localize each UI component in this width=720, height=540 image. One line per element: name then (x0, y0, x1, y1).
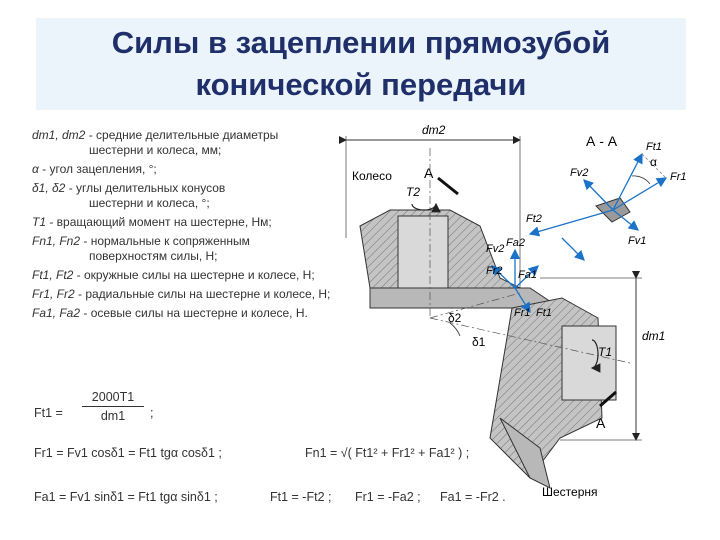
legend-item (32, 287, 332, 302)
label-Ft1: Ft1 (646, 141, 662, 153)
label-pinion: Шестерня (542, 485, 598, 499)
label-Fv2-mesh: Fv2 (486, 243, 505, 255)
label-Ft1-mesh: Ft1 (536, 307, 552, 319)
legend-text-cont: шестерни и колеса, °; (89, 196, 210, 210)
legend-symbol: δ1, δ2 (32, 181, 66, 195)
formula-ft1-lhs: Ft1 = (34, 406, 63, 420)
legend-text: - углы делительных конусов (65, 181, 226, 195)
formula-fr1: Fr1 = Fv1 cosδ1 = Ft1 tgα cosδ1 ; (34, 446, 222, 460)
legend-text: - осевые силы на шестерне и колесе, Н. (80, 306, 308, 320)
bevel-gear-diagram (330, 118, 710, 508)
label-Fr2: Fr2 (486, 265, 503, 277)
label-delta1: δ1 (472, 335, 486, 349)
formula-fa-equality: Fa1 = -Fr2 . (440, 490, 506, 504)
formula-fn1: Fn1 = √( Ft1² + Fr1² + Fa1² ) ; (305, 446, 470, 460)
legend-text: - средние делительные диаметры (85, 128, 279, 142)
legend-item (32, 128, 332, 158)
legend-text: - окружные силы на шестерне и колесе, Н; (73, 268, 315, 282)
label-Fv2: Fv2 (570, 167, 589, 179)
angle-alpha-arc (632, 176, 650, 184)
force-Fr2-section-arrow (562, 238, 584, 260)
legend-item (32, 215, 332, 230)
formula-fr-equality: Fr1 = -Fa2 ; (355, 490, 421, 504)
force-Ft2-arrow (530, 210, 613, 234)
label-T2: T2 (406, 185, 421, 199)
formula-ft1-numerator: 2000T1 (91, 390, 135, 404)
pinion-hub (562, 326, 616, 400)
label-T1: T1 (598, 345, 613, 359)
legend-item (32, 306, 332, 321)
wheel-hub (398, 216, 448, 288)
legend-symbol: dm1, dm2 (32, 128, 86, 142)
legend-symbol: Fa1, Fa2 (32, 306, 81, 320)
label-section-a-bottom: А (596, 415, 606, 431)
label-section-a-top: А (424, 165, 434, 181)
label-alpha: α (650, 155, 657, 169)
legend-item (32, 268, 332, 283)
legend-text: - нормальные к сопряженным (80, 234, 250, 248)
legend-item (32, 162, 332, 177)
title-line-2: конической передачи (195, 67, 527, 102)
label-Fa1: Fa1 (518, 269, 537, 281)
label-section-aa: А - А (586, 133, 618, 149)
legend-symbol: Ft1, Ft2 (32, 268, 74, 282)
legend-text: - угол зацепления, °; (38, 162, 157, 176)
legend-text-cont: шестерни и колеса, мм; (89, 143, 222, 157)
label-dm1: dm1 (642, 329, 666, 343)
formula-ft1-denominator: dm1 (100, 409, 126, 423)
label-Fa2: Fa2 (506, 237, 525, 249)
section-a-top-mark (438, 178, 458, 194)
label-Ft2: Ft2 (526, 213, 542, 225)
label-delta2: δ2 (448, 311, 462, 325)
legend-symbol: Fn1, Fn2 (32, 234, 81, 248)
label-Fv1: Fv1 (628, 235, 647, 247)
label-Fn1: Fr1 (670, 171, 687, 183)
label-dm2: dm2 (422, 123, 446, 137)
legend-text: - радиальные силы на шестерне и колесе, Н; (74, 287, 331, 301)
legend-item (32, 181, 332, 211)
legend-symbol: α (32, 162, 39, 176)
formula-fa1: Fa1 = Fv1 sinδ1 = Ft1 tgα sinδ1 ; (34, 490, 218, 504)
page-title (36, 22, 686, 106)
legend-symbol: Fr1, Fr2 (32, 287, 75, 301)
fraction-bar (82, 406, 144, 407)
legend-list (32, 128, 332, 325)
label-Fr1: Fr1 (514, 307, 531, 319)
legend-text-cont: поверхностям силы, Н; (89, 249, 218, 263)
label-wheel: Колесо (352, 169, 392, 183)
formula-ft1-end: ; (150, 406, 154, 420)
title-line-1: Силы в зацеплении прямозубой (111, 25, 611, 60)
formula-ft-equality: Ft1 = -Ft2 ; (270, 490, 332, 504)
torque-T2-arrow (412, 204, 436, 210)
legend-symbol: T1 (32, 215, 47, 229)
legend-item (32, 234, 332, 264)
legend-text: - вращающий момент на шестерне, Нм; (46, 215, 272, 229)
